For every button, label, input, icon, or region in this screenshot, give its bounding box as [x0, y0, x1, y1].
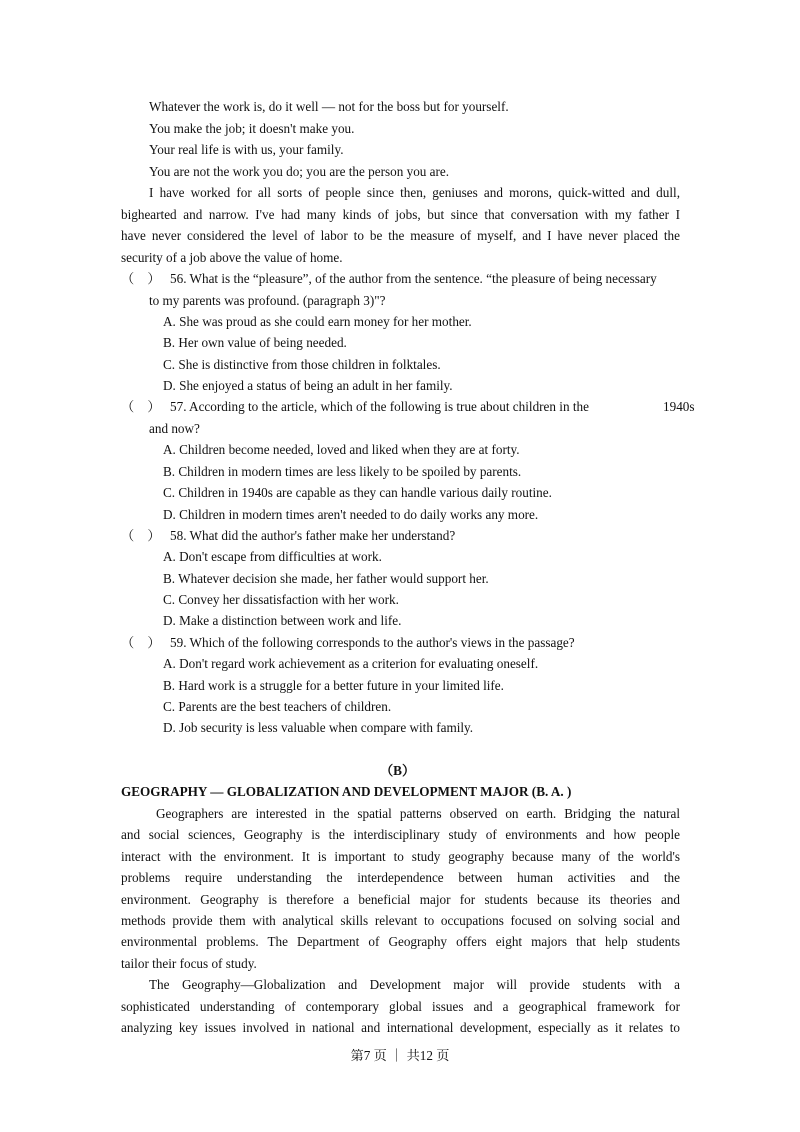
option-item: C. Convey her dissatisfaction with her work.	[163, 592, 399, 607]
option-item: D. Job security is less valuable when compare with family.	[163, 720, 474, 735]
intro-paragraph-line: bighearted and narrow. I've had many kinds of jobs, but since that conversation with my father I	[121, 207, 680, 222]
intro-line: Your real life is with us, your family.	[149, 142, 344, 157]
body-paragraph-line: and social sciences, Geography is the interdisciplinary study of environments and how people	[121, 827, 680, 842]
answer-blank[interactable]: （ ）	[121, 635, 161, 650]
body-paragraph-line: Geographers are interested in the spatial patterns observed on earth. Bridging the natural	[156, 806, 680, 821]
question-stem: 58. What did the author's father make her understand?	[170, 528, 456, 543]
option-item: B. Whatever decision she made, her father would support her.	[163, 571, 489, 586]
section-label: （B）	[380, 763, 416, 778]
question-stem: 59. Which of the following corresponds to the author's views in the passage?	[170, 635, 575, 650]
option-item: B. Children in modern times are less likely to be spoiled by parents.	[163, 464, 522, 479]
intro-line: You make the job; it doesn't make you.	[149, 121, 355, 136]
body-paragraph-line: The Geography—Globalization and Development major will provide students with a	[149, 977, 680, 992]
option-item: D. She enjoyed a status of being an adult in her family.	[163, 378, 453, 393]
body-paragraph-line: problems require understanding the interdependence between human activities and the	[121, 870, 680, 885]
question-stem-cont: and now?	[149, 421, 200, 436]
option-item: C. Children in 1940s are capable as they can handle various daily routine.	[163, 485, 552, 500]
option-item: C. She is distinctive from those children in folktales.	[163, 357, 441, 372]
question-stem-cont: to my parents was profound. (paragraph 3)"?	[149, 293, 386, 308]
option-item: D. Make a distinction between work and life.	[163, 613, 402, 628]
option-item: D. Children in modern times aren't needed to do daily works any more.	[163, 507, 539, 522]
answer-blank[interactable]: （ ）	[121, 271, 161, 286]
body-paragraph-line: interact with the environment. It is important to study geography because many of the world's	[121, 849, 680, 864]
question-stem: 56. What is the “pleasure”, of the author from the sentence. “the pleasure of being necessary	[170, 271, 657, 286]
answer-blank[interactable]: （ ）	[121, 399, 161, 414]
page-footer: 第7 页 ｜ 共12 页	[350, 1048, 450, 1063]
intro-line: Whatever the work is, do it well — not for the boss but for yourself.	[149, 99, 509, 114]
body-paragraph-line: sophisticated understanding of contemporary global issues and a geographical framework for	[121, 999, 680, 1014]
question-stem: 57. According to the article, which of the following is true about children in the	[170, 399, 589, 414]
body-paragraph-line: environmental problems. The Department of Geography offers eight majors that help students	[121, 934, 680, 949]
intro-paragraph-line: I have worked for all sorts of people since then, geniuses and morons, quick-witted and dull,	[149, 185, 680, 200]
option-item: A. Children become needed, loved and liked when they are at forty.	[163, 442, 520, 457]
intro-line: You are not the work you do; you are the person you are.	[149, 164, 450, 179]
body-paragraph-line: tailor their focus of study.	[121, 956, 257, 971]
option-item: A. Don't escape from difficulties at work.	[163, 549, 382, 564]
body-paragraph-line: methods provide them with analytical skills relevant to occupations focused on solving social and	[121, 913, 680, 928]
body-paragraph-line: analyzing key issues involved in national and international development, especially as it relates to	[121, 1020, 680, 1035]
body-paragraph-line: environment. Geography is therefore a beneficial major for students because its theories and	[121, 892, 680, 907]
question-stem-tail: 1940s	[663, 399, 695, 414]
section-heading: GEOGRAPHY — GLOBALIZATION AND DEVELOPMENT MAJOR (B. A. )	[121, 784, 572, 799]
option-item: B. Hard work is a struggle for a better future in your limited life.	[163, 678, 504, 693]
option-item: A. Don't regard work achievement as a criterion for evaluating oneself.	[163, 656, 539, 671]
intro-paragraph-line: security of a job above the value of home.	[121, 250, 343, 265]
answer-blank[interactable]: （ ）	[121, 528, 161, 543]
option-item: C. Parents are the best teachers of children.	[163, 699, 392, 714]
option-item: A. She was proud as she could earn money for her mother.	[163, 314, 472, 329]
intro-paragraph-line: have never considered the level of labor to be the measure of myself, and I have never placed the	[121, 228, 680, 243]
option-item: B. Her own value of being needed.	[163, 335, 347, 350]
